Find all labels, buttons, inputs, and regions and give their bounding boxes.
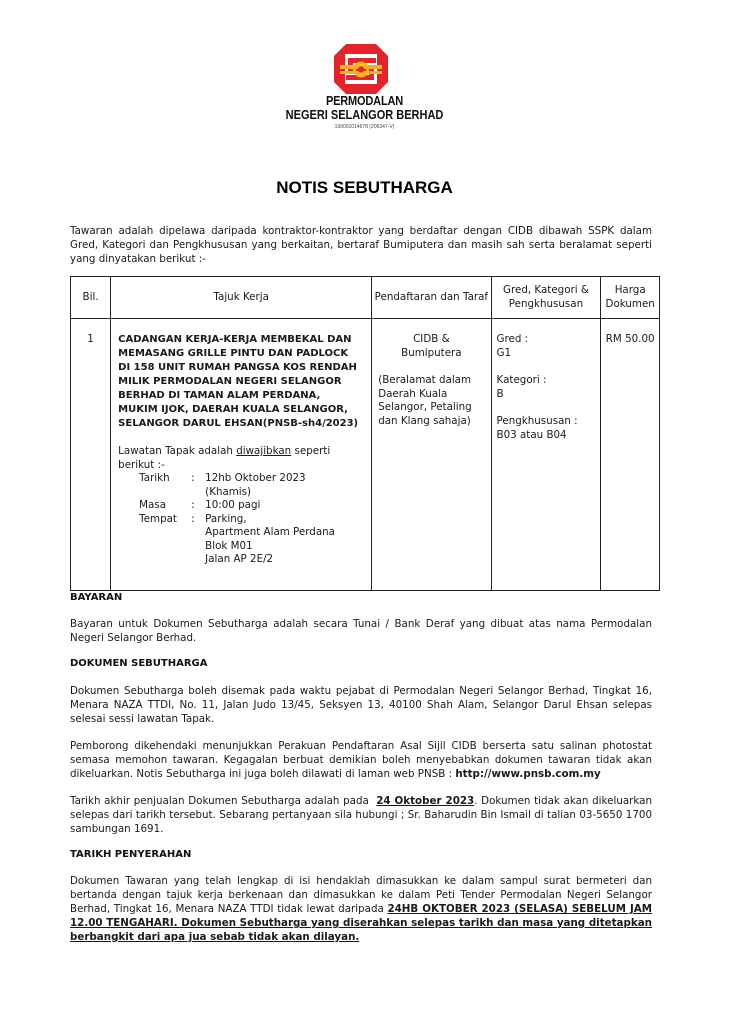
specialization-label: Pengkhususan : xyxy=(496,415,578,427)
section-heading-dokumen: DOKUMEN SEBUTHARGA xyxy=(70,658,208,669)
category-value: B xyxy=(496,387,504,400)
site-visit-text-after: seperti berikut :- xyxy=(118,445,331,471)
dokumen-paragraph-3 xyxy=(70,794,652,836)
pnsb-website-link[interactable]: http://www.pnsb.com.my xyxy=(455,768,601,780)
cell-bil: 1 xyxy=(71,319,111,591)
table-header-row xyxy=(71,277,660,319)
visit-time-sep: : xyxy=(191,499,195,511)
section-heading-bayaran: BAYARAN xyxy=(70,592,123,603)
pnsb-logo-icon xyxy=(334,44,388,94)
site-visit-details xyxy=(139,472,363,567)
category-block xyxy=(497,374,597,401)
cell-pendaftaran xyxy=(372,319,491,591)
visit-time-value: 10:00 pagi xyxy=(205,499,261,511)
registration-type: CIDB & Bumiputera xyxy=(401,333,462,359)
specialization-value: B03 atau B04 xyxy=(496,428,567,441)
header-pendaftaran: Pendaftaran dan Taraf xyxy=(372,277,491,319)
header-tajuk-kerja: Tajuk Kerja xyxy=(111,277,372,319)
dokumen-paragraph-2 xyxy=(70,739,652,781)
header-gred: Gred, Kategori & Pengkhususan xyxy=(491,277,601,319)
visit-time-label: Masa xyxy=(139,499,167,511)
specialization-block xyxy=(497,415,597,442)
visit-date-value: 12hb Oktober 2023 (Khamis) xyxy=(205,472,306,498)
site-visit-intro xyxy=(118,445,363,472)
registration-number: 199001014678 (206347-V) xyxy=(334,124,395,130)
cell-gred xyxy=(491,319,601,591)
section-heading-penyerahan: TARIKH PENYERAHAN xyxy=(70,849,192,860)
penyerahan-text: Dokumen Tawaran yang telah lengkap di isi hendaklah dimasukkan ke dalam sampul surat bermeteri dan bertanda dengan tajuk kerja berkenaan dan dimasukkan ke dalam Peti Tender Permodalan Negeri Selangor Berhad, Tingkat 16, Menara NAZA TTDI tidak lewat daripada xyxy=(70,875,652,915)
visit-place-sep: : xyxy=(191,512,195,525)
dokumen-paragraph-1: Dokumen Sebutharga boleh disemak pada waktu pejabat di Permodalan Negeri Selangor Berhad, Tingkat 16, Menara NAZA TTDI, No. 11, Jalan Judo 13/45, Seksyen 13, 40100 Shah Alam, Selangor Darul Ehsan selepas selesai sessi lawatan Tapak. xyxy=(70,685,652,725)
job-title: CADANGAN KERJA-KERJA MEMBEKAL DAN MEMASANG GRILLE PINTU DAN PADLOCK DI 158 UNIT RUMAH PANGSA KOS RENDAH MILIK PERMODALAN NEGERI SELANGOR BERHAD DI TAMAN ALAM PERDANA, MUKIM IJOK, DAERAH KUALA SELANGOR, SELANGOR DARUL EHSAN(PNSB-sh4/2023) xyxy=(118,334,359,429)
site-visit-mandatory: diwajibkan xyxy=(236,445,292,457)
dokumen-paragraph-2-text: Pemborong dikehendaki menunjukkan Perakuan Pendaftaran Asal Sijil CIDB berserta satu salinan photostat semasa memohon tawaran. Kegagalan berbuat demikian boleh menyebabkan dokumen tawaran tidak akan dikeluarkan. Notis Sebutharga ini juga boleh dilawati di laman web PNSB : xyxy=(70,740,652,780)
deadline-text: Tarikh akhir penjualan Dokumen Sebutharga adalah pada xyxy=(70,795,377,807)
penyerahan-paragraph xyxy=(70,874,652,944)
site-visit-text: Lawatan Tapak adalah xyxy=(118,445,237,457)
grade-label: Gred : xyxy=(496,333,529,345)
org-name-line2: NEGERI SELANGOR BERHAD xyxy=(285,108,444,122)
cell-harga: RM 50.00 xyxy=(601,319,660,591)
page-title: NOTIS SEBUTHARGA xyxy=(276,178,453,197)
cell-tajuk-kerja xyxy=(111,319,372,591)
grade-value: G1 xyxy=(496,346,512,359)
deadline-text-after: . Dokumen tidak akan dikeluarkan selepas dari tarikh tersebut. Sebarang pertanyaan sila hubungi ; Sr. Baharudin Bin Ismail di talian 03-5650 1700 sambungan 1691. xyxy=(70,795,653,835)
registration-note: (Beralamat dalam Daerah Kuala Selangor, Petaling dan Klang sahaja) xyxy=(378,374,472,427)
category-label: Kategori : xyxy=(496,374,547,386)
grade-block xyxy=(497,333,597,360)
bayaran-paragraph: Bayaran untuk Dokumen Sebutharga adalah secara Tunai / Bank Deraf yang dibuat atas nama Permodalan Negeri Selangor Berhad. xyxy=(70,618,652,644)
visit-place-label: Tempat xyxy=(139,512,177,525)
visit-date-label: Tarikh xyxy=(139,472,170,484)
intro-paragraph: Tawaran adalah dipelawa daripada kontraktor-kontraktor yang berdaftar dengan CIDB dibawah SSPK dalam Gred, Kategori dan Pengkhususan yang berkaitan, bertaraf Bumiputera dan masih sah serta beralamat seperti yang dinyatakan berikut :- xyxy=(70,225,652,265)
visit-date-sep: : xyxy=(191,472,195,484)
header-bil: Bil. xyxy=(71,277,111,319)
table-row xyxy=(71,319,660,591)
org-name-line1: PERMODALAN xyxy=(325,94,404,108)
deadline-date: 24 Oktober 2023 xyxy=(376,795,475,807)
tender-table xyxy=(70,276,660,591)
header-harga: Harga Dokumen xyxy=(601,277,660,319)
submission-deadline: 24HB OKTOBER 2023 (SELASA) SEBELUM JAM 12.00 TENGAHARI. Dokumen Sebutharga yang diserahkan selepas tarikh dan masa yang ditetapkan berbangkit dari apa jua sebab tidak akan dilayan. xyxy=(70,903,652,943)
visit-place-value: Parking, Apartment Alam Perdana Blok M01 Jalan AP 2E/2 xyxy=(205,512,335,565)
